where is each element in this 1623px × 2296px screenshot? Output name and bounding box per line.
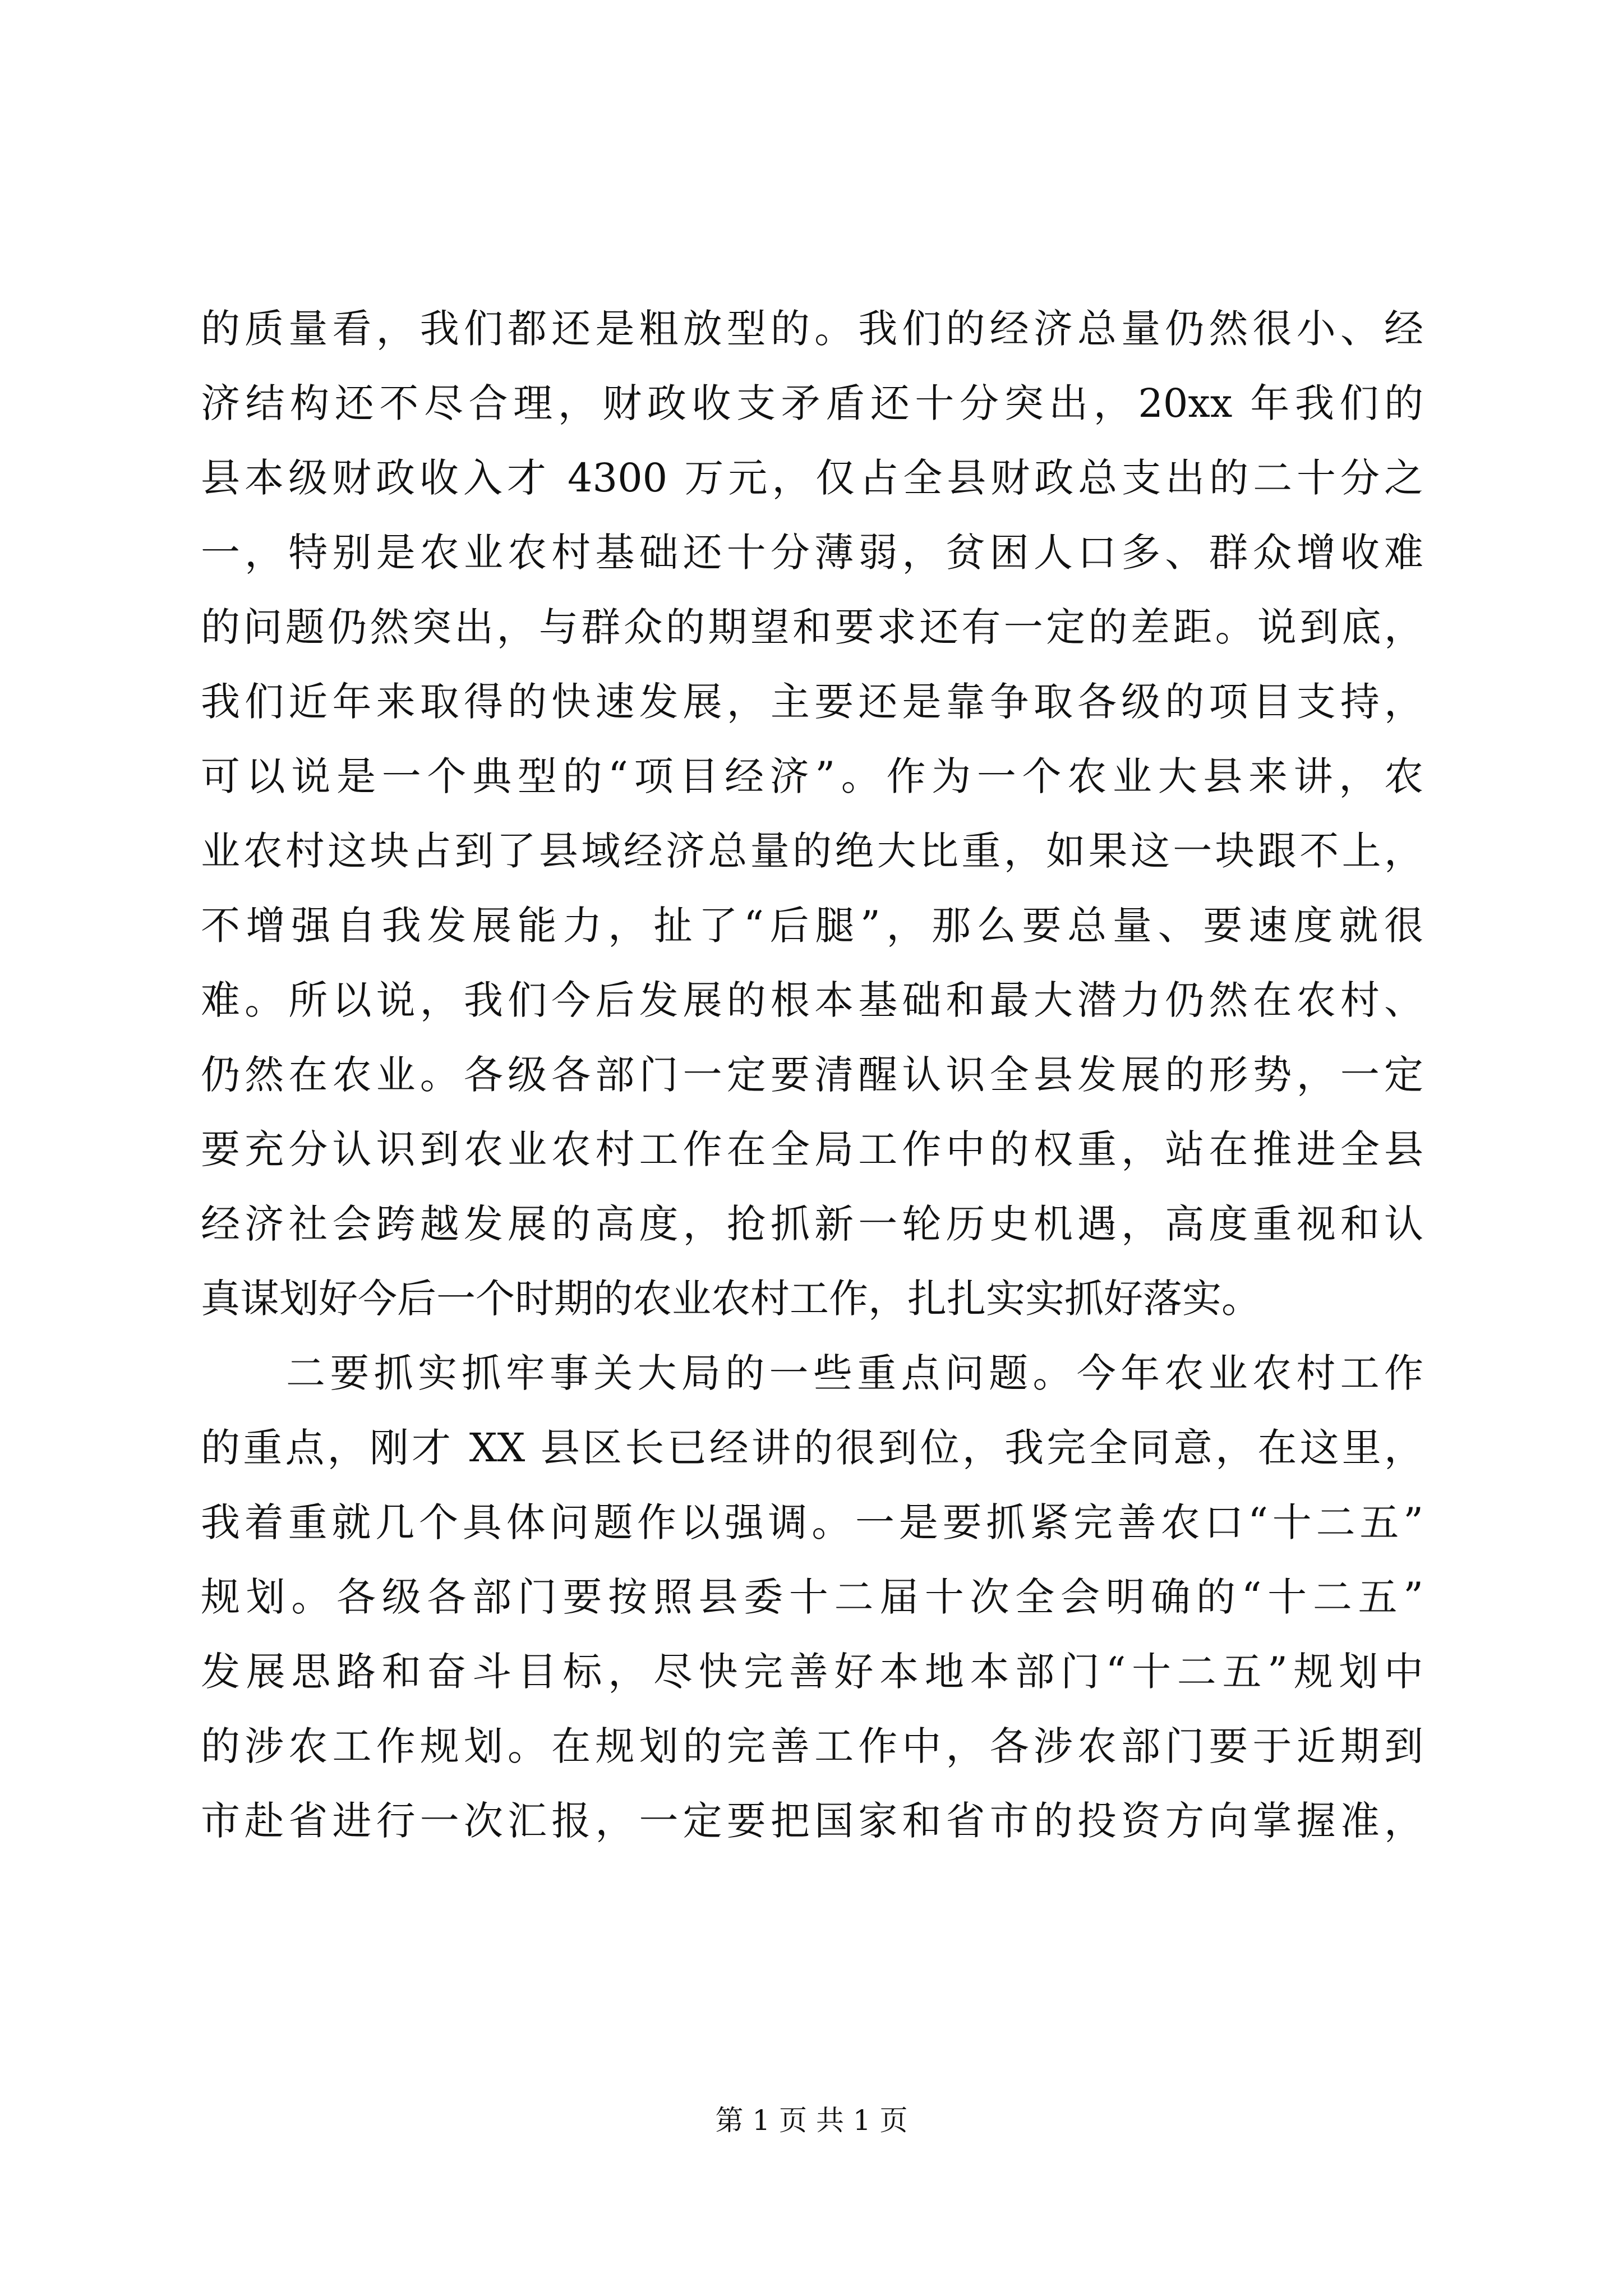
text-line: 我们近年来取得的快速发展，主要还是靠争取各级的项目支持， [201, 679, 1423, 725]
text-line: 业农村这块占到了县域经济总量的绝大比重，如果这一块跟不上， [201, 828, 1423, 874]
text-line: 不增强自我发展能力，扯了“后腿”，那么要总量、要速度就很 [201, 903, 1423, 949]
text-line: 的质量看，我们都还是粗放型的。我们的经济总量仍然很小、经 [201, 306, 1423, 352]
paragraph-first-line: 二要抓实抓牢事关大局的一些重点问题。今年农业农村工作 [286, 1350, 1423, 1396]
text-line: 要充分认识到农业农村工作在全局工作中的权重，站在推进全县 [201, 1126, 1423, 1172]
text-line: 一，特别是农业农村基础还十分薄弱，贫困人口多、群众增收难 [201, 530, 1423, 576]
text-line: 规划。各级各部门要按照县委十二届十次全会明确的“十二五” [201, 1574, 1423, 1620]
text-line: 县本级财政收入才 4300 万元，仅占全县财政总支出的二十分之 [201, 455, 1423, 501]
text-line: 难。所以说，我们今后发展的根本基础和最大潜力仍然在农村、 [201, 977, 1423, 1023]
page-footer: 第 1 页 共 1 页 [715, 2104, 908, 2137]
text-line: 可以说是一个典型的“项目经济”。作为一个农业大县来讲，农 [201, 753, 1423, 799]
text-line: 济结构还不尽合理，财政收支矛盾还十分突出，20xx 年我们的 [201, 380, 1423, 426]
text-line: 的涉农工作规划。在规划的完善工作中，各涉农部门要于近期到 [201, 1723, 1423, 1769]
text-line: 仍然在农业。各级各部门一定要清醒认识全县发展的形势，一定 [201, 1052, 1423, 1098]
text-line: 的重点，刚才 XX 县区长已经讲的很到位，我完全同意，在这里， [201, 1425, 1423, 1471]
text-line: 我着重就几个具体问题作以强调。一是要抓紧完善农口“十二五” [201, 1499, 1423, 1545]
text-line: 经济社会跨越发展的高度，抢抓新一轮历史机遇，高度重视和认 [201, 1201, 1423, 1247]
text-line: 市赴省进行一次汇报，一定要把国家和省市的投资方向掌握准， [201, 1798, 1423, 1844]
text-line: 的问题仍然突出，与群众的期望和要求还有一定的差距。说到底， [201, 604, 1423, 650]
text-line: 真谋划好今后一个时期的农业农村工作，扎扎实实抓好落实。 [201, 1276, 1261, 1322]
text-line: 发展思路和奋斗目标，尽快完善好本地本部门“十二五”规划中 [201, 1649, 1423, 1695]
document-body [201, 292, 1423, 1858]
